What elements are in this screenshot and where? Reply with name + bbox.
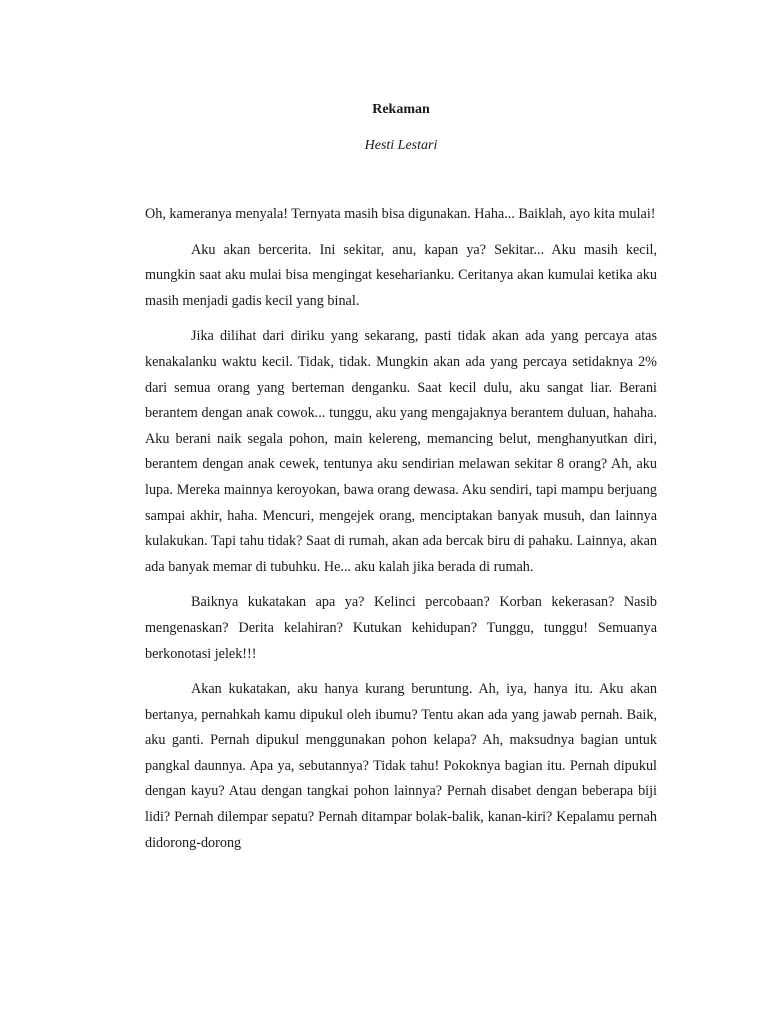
paragraph: Oh, kameranya menyala! Ternyata masih bisa digunakan. Haha... Baiklah, ayo kita mulai! bbox=[145, 206, 656, 222]
paragraph: Baiknya kukatakan apa ya? Kelinci percobaan? Korban kekerasan? Nasib mengenaskan? Derita kelahiran? Kutukan kehidupan? Tunggu, tunggu! Semuanya berkonotasi jelek!!! bbox=[145, 594, 657, 662]
document-title: Rekaman bbox=[372, 102, 430, 117]
paragraph: Jika dilihat dari diriku yang sekarang, pasti tidak akan ada yang percaya atas kenakalanku waktu kecil. Tidak, tidak. Mungkin akan ada yang percaya setidaknya 2% dari semua orang yang berteman denganku. Saat kecil dulu, aku sangat liar. Berani berantem dengan anak cowok... tunggu, aku yang mengajaknya berantem duluan, hahaha. Aku berani naik segala pohon, main kelereng, memancing belut, menghanyutkan diri, berantem dengan anak cewek, tentunya aku sendirian melawan sekitar 8 orang? Ah, aku lupa. Mereka mainnya keroyokan, bawa orang dewasa. Aku sendiri, tapi mampu berjuang sampai akhir, haha. Mencuri, mengejek orang, menciptakan banyak musuh, dan lainnya kulakukan. Tapi tahu tidak? Saat di rumah, akan ada bercak biru di pahaku. Lainnya, akan ada banyak memar di tubuhku. He... aku kalah jika berada di rumah. bbox=[145, 328, 657, 575]
paragraph: Aku akan bercerita. Ini sekitar, anu, kapan ya? Sekitar... Aku masih kecil, mungkin saat aku mulai bisa mengingat keseharianku. Ceritanya akan kumulai ketika aku masih menjadi gadis kecil yang binal. bbox=[145, 241, 657, 309]
document-page bbox=[145, 100, 657, 866]
paragraph: Akan kukatakan, aku hanya kurang beruntung. Ah, iya, hanya itu. Aku akan bertanya, pernahkah kamu dipukul oleh ibumu? Tentu akan ada yang jawab pernah. Baik, aku ganti. Pernah dipukul menggunakan pohon kelapa? Ah, maksudnya bagian untuk pangkal daunnya. Apa ya, sebutannya? Tidak tahu! Pokoknya bagian itu. Pernah dipukul dengan kayu? Atau dengan tangkai pohon lainnya? Pernah disabet dengan beberapa biji lidi? Pernah dilempar sepatu? Pernah ditampar bolak-balik, kanan-kiri? Kepalamu pernah didorong-dorong bbox=[145, 681, 657, 851]
document-author: Hesti Lestari bbox=[364, 138, 438, 153]
